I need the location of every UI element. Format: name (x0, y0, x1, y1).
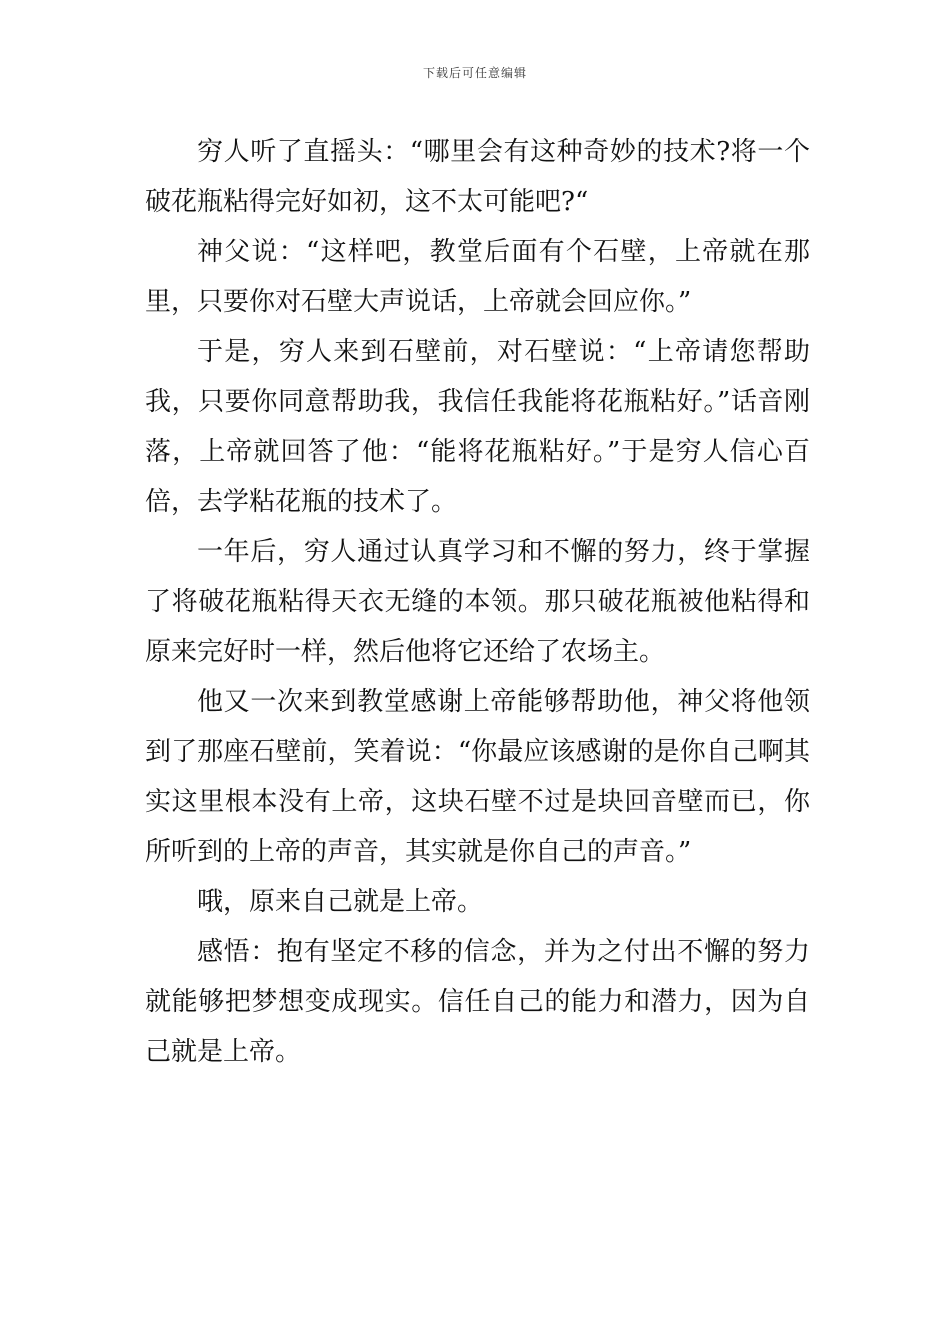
paragraph-2: 神父说：“这样吧，教堂后面有个石壁，上帝就在那里，只要你对石壁大声说话，上帝就会回应你。” (145, 237, 810, 317)
paragraph-1: 穷人听了直摇头：“哪里会有这种奇妙的技术?将一个破花瓶粘得完好如初，这不太可能吧?“ (145, 137, 810, 217)
paragraph-5: 他又一次来到教堂感谢上帝能够帮助他，神父将他领到了那座石壁前，笑着说：“你最应该感谢的是你自己啊其实这里根本没有上帝，这块石壁不过是块回音壁而已，你所听到的上帝的声音，其实就是你自己的声音。” (145, 687, 810, 867)
paragraph-6: 哦，原来自己就是上帝。 (197, 887, 484, 917)
paragraph-4: 一年后，穷人通过认真学习和不懈的努力，终于掌握了将破花瓶粘得天衣无缝的本领。那只破花瓶被他粘得和原来完好时一样，然后他将它还给了农场主。 (145, 537, 810, 667)
page-header: 下载后可任意编辑 (422, 66, 527, 80)
paragraph-7: 感悟：抱有坚定不移的信念，并为之付出不懈的努力就能够把梦想变成现实。信任自己的能力和潜力，因为自己就是上帝。 (145, 937, 810, 1067)
document-body (145, 127, 810, 1077)
paragraph-3: 于是，穷人来到石壁前，对石壁说：“上帝请您帮助我，只要你同意帮助我，我信任我能将花瓶粘好。”话音刚落，上帝就回答了他：“能将花瓶粘好。”于是穷人信心百倍，去学粘花瓶的技术了。 (145, 337, 810, 517)
